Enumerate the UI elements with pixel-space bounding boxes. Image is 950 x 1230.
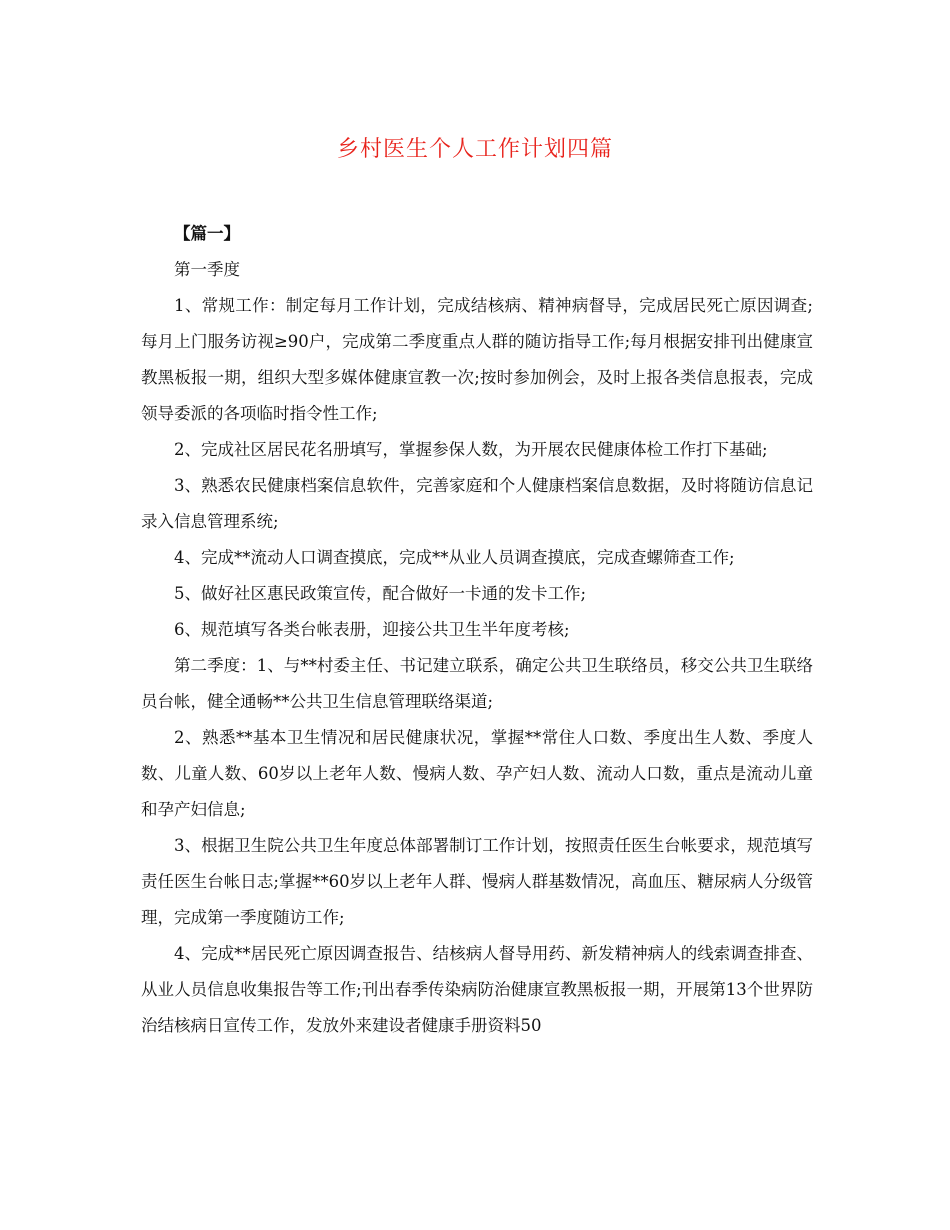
document-body [141, 216, 813, 1044]
paragraph: 第一季度 [174, 260, 240, 279]
paragraph: 第二季度：1、与**村委主任、书记建立联系，确定公共卫生联络员，移交公共卫生联络员台帐，健全通畅**公共卫生信息管理联络渠道; [141, 656, 813, 711]
section-heading: 【篇一】 [174, 224, 240, 243]
paragraph: 3、熟悉农民健康档案信息软件，完善家庭和个人健康档案信息数据，及时将随访信息记录入信息管理系统; [141, 476, 813, 531]
paragraph: 3、根据卫生院公共卫生年度总体部署制订工作计划，按照责任医生台帐要求，规范填写责任医生台帐日志;掌握**60岁以上老年人群、慢病人群基数情况，高血压、糖尿病人分级管理，完成第一季度随访工作; [141, 836, 813, 927]
paragraph: 6、规范填写各类台帐表册，迎接公共卫生半年度考核; [174, 620, 570, 639]
paragraph: 4、完成**居民死亡原因调查报告、结核病人督导用药、新发精神病人的线索调查排查、从业人员信息收集报告等工作;刊出春季传染病防治健康宣教黑板报一期，开展第13个世界防治结核病日宣传工作，发放外来建设者健康手册资料50 [141, 944, 813, 1035]
paragraph: 1、常规工作：制定每月工作计划，完成结核病、精神病督导，完成居民死亡原因调查;每月上门服务访视≥90户，完成第二季度重点人群的随访指导工作;每月根据安排刊出健康宣教黑板报一期，组织大型多媒体健康宣教一次;按时参加例会，及时上报各类信息报表，完成领导委派的各项临时指令性工作; [141, 296, 813, 423]
paragraph: 4、完成**流动人口调查摸底，完成**从业人员调查摸底，完成查螺筛查工作; [174, 548, 735, 567]
paragraph: 5、做好社区惠民政策宣传，配合做好一卡通的发卡工作; [174, 584, 587, 603]
paragraph: 2、熟悉**基本卫生情况和居民健康状况，掌握**常住人口数、季度出生人数、季度人数、儿童人数、60岁以上老年人数、慢病人数、孕产妇人数、流动人口数，重点是流动儿童和孕产妇信息; [141, 728, 813, 819]
document-title: 乡村医生个人工作计划四篇 [336, 137, 613, 162]
paragraph: 2、完成社区居民花名册填写，掌握参保人数，为开展农民健康体检工作打下基础; [174, 440, 768, 459]
